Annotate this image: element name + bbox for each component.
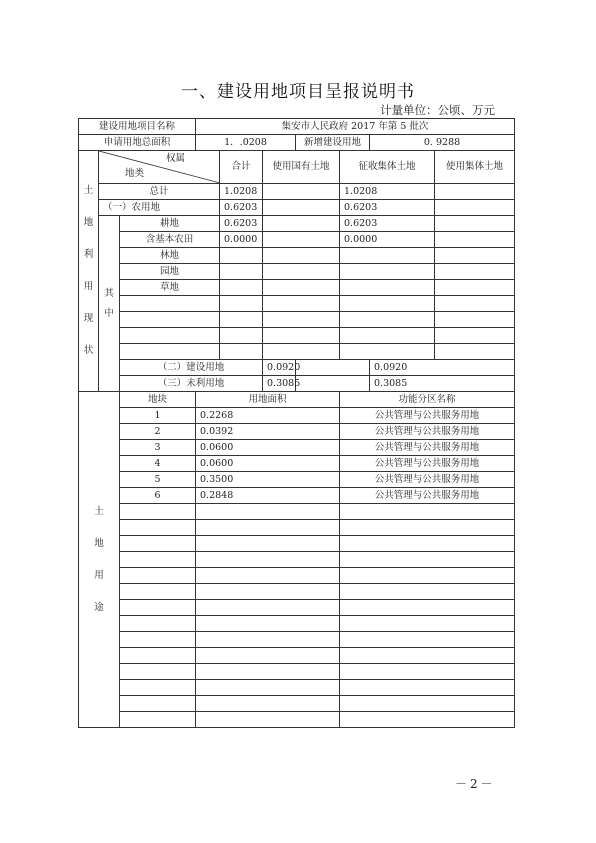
parcel-row-blank xyxy=(79,568,515,584)
project-name-label: 建设用地项目名称 xyxy=(79,119,196,135)
total-area-value: 1．.0208 xyxy=(196,135,296,151)
land-use-section-label: 土 地 用 途 xyxy=(79,392,120,728)
status-row-forest: 林地 xyxy=(79,248,515,264)
parcel-row-blank xyxy=(79,680,515,696)
status-row-total: 总计 1.0208 1.0208 xyxy=(79,184,515,200)
parcel-row: 3 0.0600 公共管理与公共服务用地 xyxy=(79,440,515,456)
diagonal-header-cell xyxy=(99,151,220,184)
header-expropriated: 征收集体土地 xyxy=(340,151,435,184)
parcel-row-blank xyxy=(79,552,515,568)
use-header-area: 用地面积 xyxy=(196,392,340,408)
parcel-row: 6 0.2848 公共管理与公共服务用地 xyxy=(79,488,515,504)
status-header-row xyxy=(79,151,515,184)
parcel-row-blank xyxy=(79,664,515,680)
status-row-grass: 草地 xyxy=(79,280,515,296)
unit-label: 计量单位：公顷、万元 xyxy=(380,103,495,117)
use-header-function: 功能分区名称 xyxy=(340,392,515,408)
corner-landtype-label: 地类 xyxy=(125,168,145,179)
status-row-blank xyxy=(79,312,515,328)
project-name-value: 集安市人民政府 2017 年第 5 批次 xyxy=(196,119,515,135)
project-name-row xyxy=(79,119,515,135)
parcel-row: 2 0.0392 公共管理与公共服务用地 xyxy=(79,424,515,440)
parcel-row-blank xyxy=(79,584,515,600)
use-header-row xyxy=(79,392,515,408)
parcel-row-blank xyxy=(79,632,515,648)
status-row-garden: 园地 xyxy=(79,264,515,280)
status-row-basic-farmland: 含基本农田 0.0000 0.0000 xyxy=(79,232,515,248)
parcel-row-blank xyxy=(79,520,515,536)
status-row-construction: （二）建设用地 0.0920 0.0920 xyxy=(79,360,515,376)
parcel-row-blank xyxy=(79,600,515,616)
parcel-row-blank xyxy=(79,712,515,728)
parcel-row: 4 0.0600 公共管理与公共服务用地 xyxy=(79,456,515,472)
corner-ownership-label: 权属 xyxy=(165,153,185,164)
new-construction-label: 新增建设用地 xyxy=(296,135,370,151)
parcel-row: 5 0.3500 公共管理与公共服务用地 xyxy=(79,472,515,488)
area-row xyxy=(79,135,515,151)
header-collective: 使用集体土地 xyxy=(435,151,515,184)
parcel-row-blank xyxy=(79,648,515,664)
status-row-arable: 其 中 耕地 0.6203 0.6203 xyxy=(79,216,515,232)
parcel-row-blank xyxy=(79,536,515,552)
new-construction-value: 0. 9288 xyxy=(370,135,515,151)
status-row-blank xyxy=(79,328,515,344)
use-header-parcel: 地块 xyxy=(120,392,196,408)
parcel-row-blank xyxy=(79,696,515,712)
parcel-row-blank xyxy=(79,616,515,632)
header-state-owned: 使用国有土地 xyxy=(263,151,340,184)
page-number: －2－ xyxy=(455,777,496,791)
total-area-label: 申请用地总面积 xyxy=(79,135,196,151)
diagonal-line xyxy=(99,151,220,183)
status-row-blank xyxy=(79,344,515,360)
project-form-table xyxy=(78,118,515,728)
page-title: 一、建设用地项目呈报说明书 xyxy=(181,82,415,102)
land-status-section-label: 土 地 利 用 现 状 xyxy=(79,151,99,392)
status-row-unused: （三）未利用地 0.3085 0.3085 xyxy=(79,376,515,392)
status-row-agri: （一）农用地 0.6203 0.6203 xyxy=(79,200,515,216)
parcel-row: 1 0.2268 公共管理与公共服务用地 xyxy=(79,408,515,424)
sub-label-qizhong: 其 中 xyxy=(99,216,120,392)
parcel-row-blank xyxy=(79,504,515,520)
status-row-blank xyxy=(79,296,515,312)
header-total: 合计 xyxy=(220,151,263,184)
